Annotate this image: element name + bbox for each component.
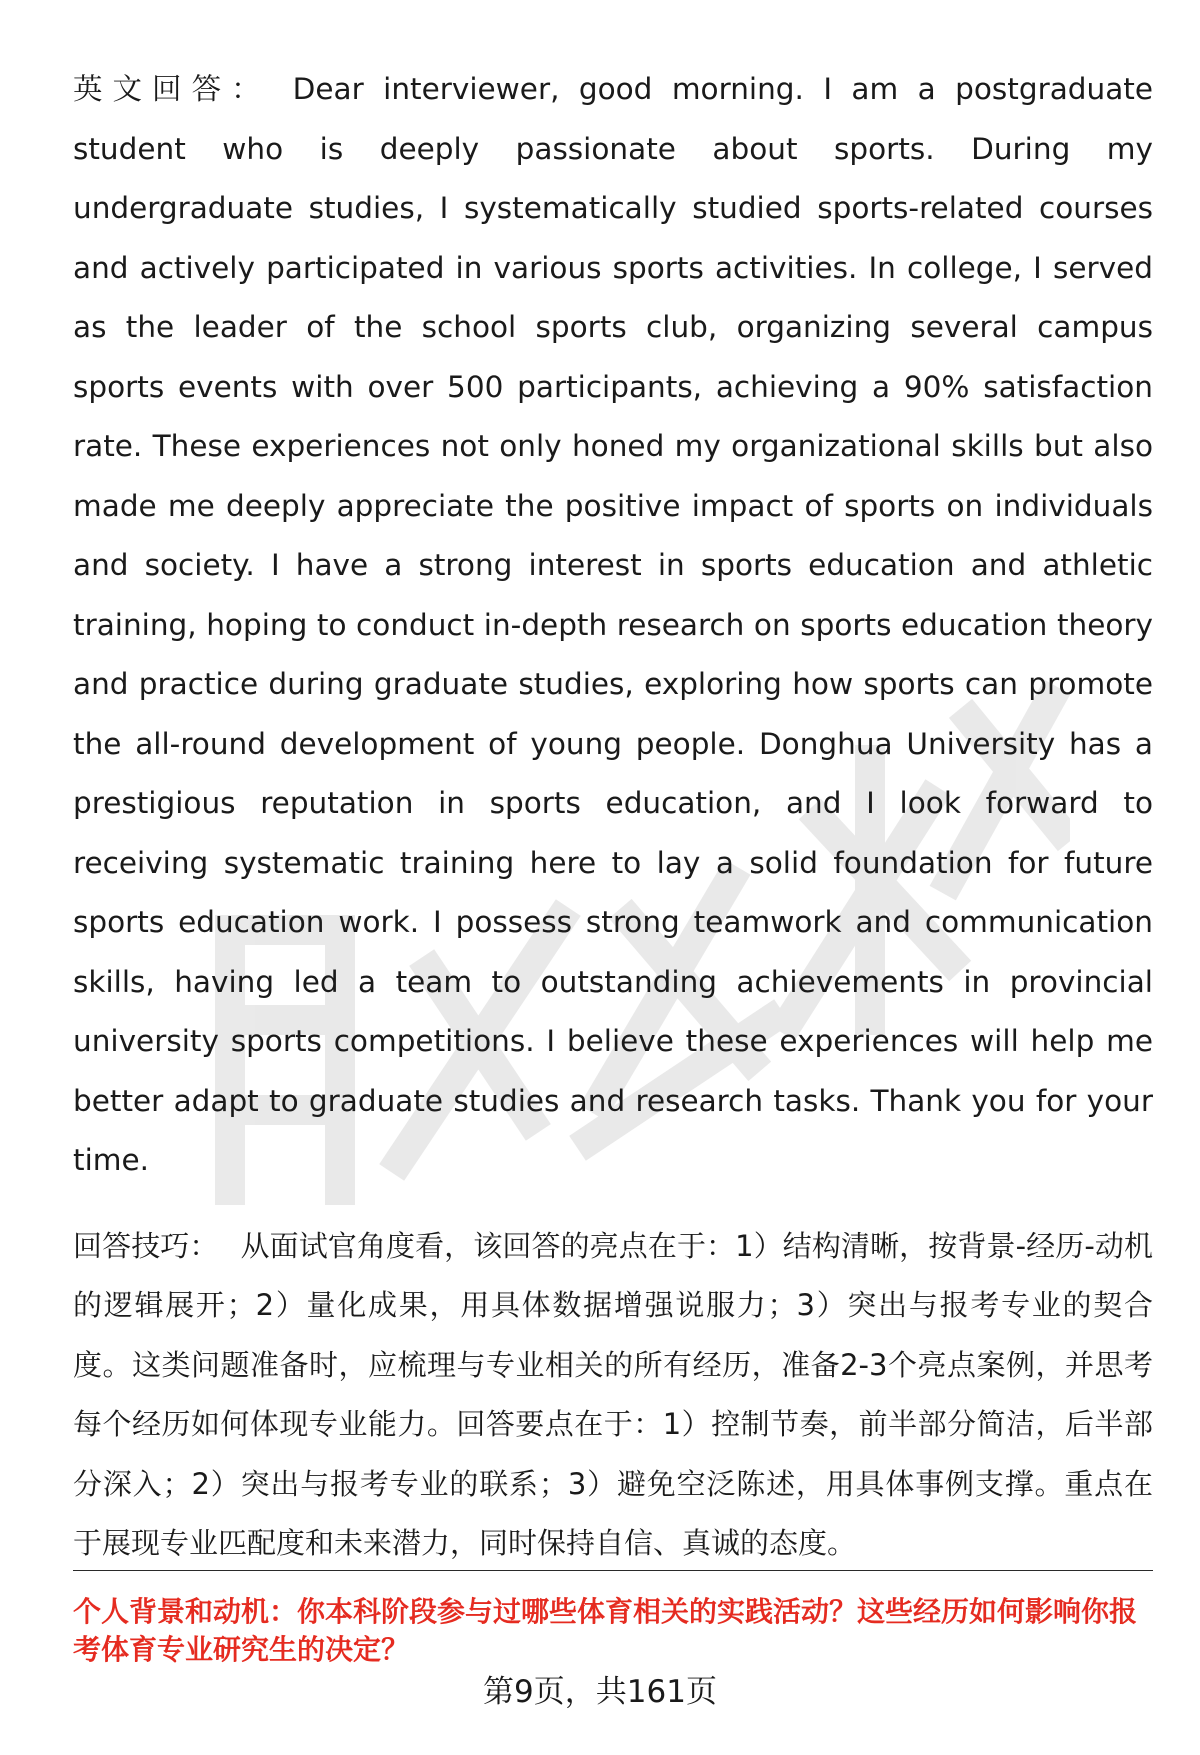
answer-tips-text: 从面试官角度看，该回答的亮点在于：1）结构清晰，按背景-经历-动机的逻辑展开；2）量化成果，用具体数据增强说服力；3）突出与报考专业的契合度。这类问题准备时，应梳理与专业相关的所有经历，准备2-3个亮点案例，并思考每个经历如何体现专业能力。回答要点在于：1）控制节奏，前半部分简洁，后半部分深入；2）突出与报考专业的联系；3）避免空泛陈述，用具体事例支撑。重点在于展现专业匹配度和未来潜力，同时保持自信、真诚的态度。 (73, 1228, 1153, 1560)
english-answer (73, 60, 1153, 1191)
english-answer-label: 英文回答： (73, 72, 271, 106)
page-indicator: 第9页，共161页 (483, 1674, 717, 1710)
answer-tips-label: 回答技巧： (73, 1228, 219, 1263)
next-question-heading: 个人背景和动机：你本科阶段参与过哪些体育相关的实践活动？这些经历如何影响你报考体育专业研究生的决定？ (73, 1595, 1138, 1666)
page-body (73, 60, 1153, 1574)
english-answer-text: Dear interviewer, good morning. I am a postgraduate student who is deeply passionate about sports. During my undergraduate studies, I systematically studied sports-related courses and actively participated in various sports activities. In college, I served as the leader of the school sports club, organizing several campus sports events with over 500 participants, achieving a 90% satisfaction rate. These experiences not only honed my organizational skills but also made me deeply appreciate the positive impact of sports on individuals and society. I have a strong interest in sports education and athletic training, hoping to conduct in-depth research on sports education theory and practice during graduate studies, exploring how sports can promote the all-round development of young people. Donghua University has a prestigious reputation in sports education, and I look forward to receiving systematic training here to lay a solid foundation for future sports education work. I possess strong teamwork and communication skills, having led a team to outstanding achievements in provincial university sports competitions. I believe these experiences will help me better adapt to graduate studies and research tasks. Thank you for your time. (73, 72, 1153, 1177)
section-divider (73, 1570, 1153, 1571)
answer-tips (73, 1217, 1153, 1574)
